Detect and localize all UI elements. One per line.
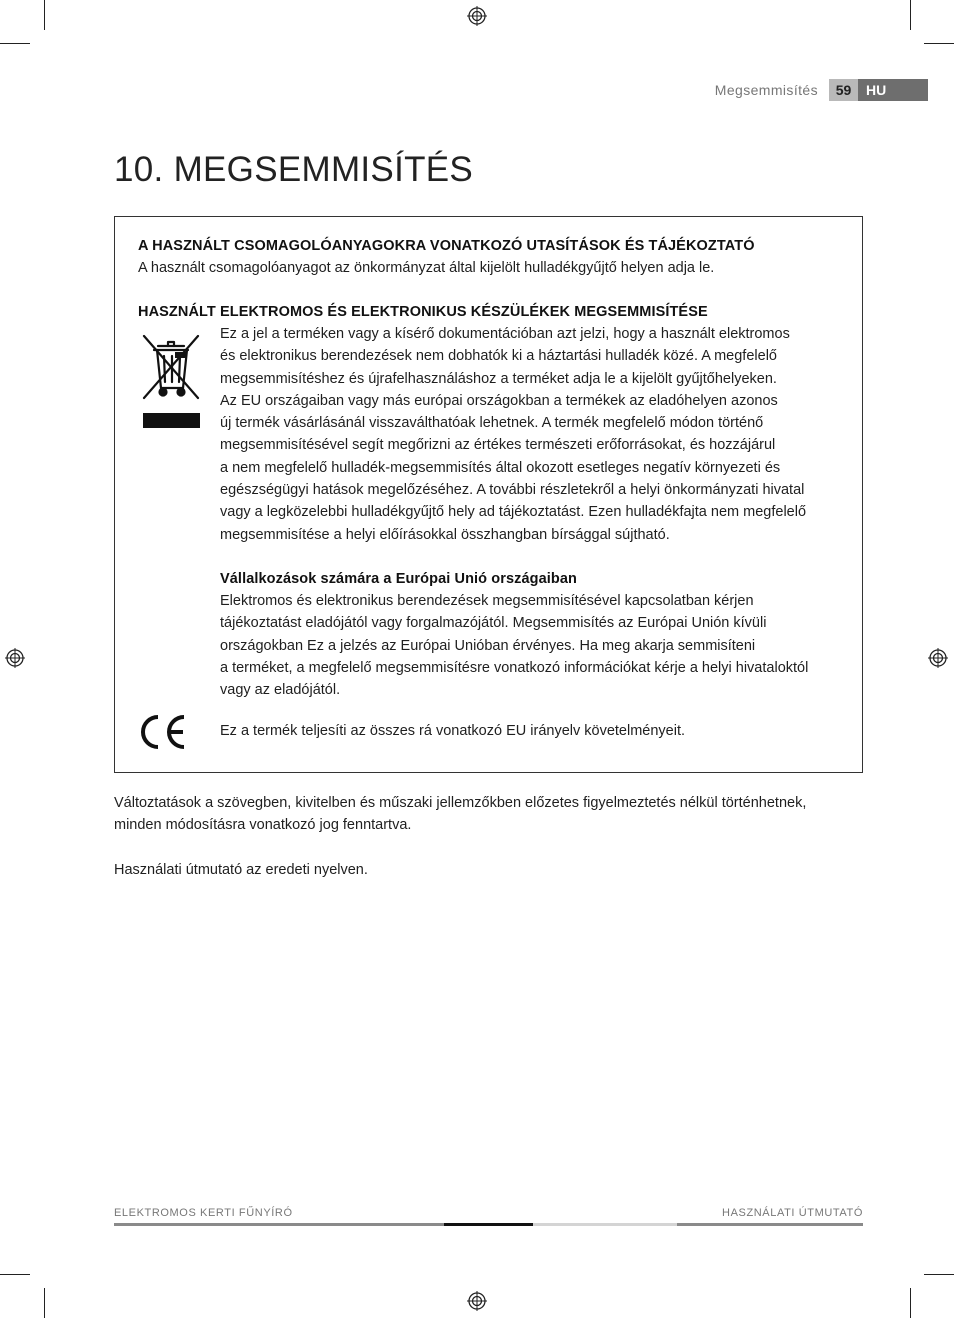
crop-mark: [44, 1288, 45, 1318]
crop-mark: [0, 43, 30, 44]
text-line: megsemmisítése a helyi előírásokkal összhangban bírsággal sújtható.: [220, 526, 670, 543]
footer-product-name: ELEKTROMOS KERTI FŰNYÍRÓ: [114, 1207, 293, 1219]
running-header-section: Megsemmisítés: [714, 82, 818, 98]
ce-text: [220, 720, 685, 742]
registration-mark-icon: [467, 6, 487, 26]
original-language-note: [114, 859, 368, 881]
weee-text: [220, 323, 806, 546]
registration-mark-icon: [928, 648, 948, 668]
text-line: országokban Ez a jelzés az Európai Unióban érvényes. Ha meg akarja semmisíteni: [220, 637, 756, 654]
registration-mark-icon: [5, 648, 25, 668]
footer-rule: [677, 1223, 863, 1226]
footer-rule: [444, 1223, 533, 1226]
footer-rule: [533, 1223, 677, 1226]
text-line: Használati útmutató az eredeti nyelven.: [114, 862, 368, 878]
crop-mark: [924, 43, 954, 44]
bin-symbol-bar: [143, 413, 200, 428]
text-line: minden módosításra vonatkozó jog fenntartva.: [114, 817, 412, 834]
text-line: Ez a termék teljesíti az összes rá vonatkozó EU irányelv követelményeit.: [220, 723, 685, 739]
page-title: 10. MEGSEMMISÍTÉS: [114, 150, 474, 189]
text-line: vagy az eladójától.: [220, 682, 341, 699]
crop-mark: [910, 0, 911, 30]
text-line: a terméket, a megfelelő megsemmisítésre vonatkozó információkat kérje a helyi hivataloktól: [220, 659, 809, 676]
crop-mark: [0, 1274, 30, 1275]
text-line: Változtatások a szövegben, kivitelben és műszaki jellemzőkben előzetes figyelmeztetés nélkül történhetnek,: [114, 795, 807, 811]
text-line: tájékoztatást eladójától vagy forgalmazójától. Megsemmisítés az Európai Unión kívüli: [220, 615, 767, 632]
crop-mark: [910, 1288, 911, 1318]
text-line: és elektronikus berendezések nem dobhatók ki a háztartási hulladék közé. A megfelelő: [220, 348, 777, 365]
crossed-out-wheelie-bin-icon: [138, 330, 204, 402]
text-line: Ez a jel a terméken vagy a kísérő dokumentációban azt jelzi, hogy a használt elektromos: [220, 326, 790, 342]
business-text: [220, 590, 808, 701]
packaging-text: [138, 257, 714, 279]
text-line: A használt csomagolóanyagot az önkormányzat által kijelölt hulladékgyűjtő helyen adja le.: [138, 260, 715, 276]
packaging-heading: A HASZNÁLT CSOMAGOLÓANYAGOKRA VONATKOZÓ UTASÍTÁSOK ÉS TÁJÉKOZTATÓ: [138, 238, 755, 254]
ce-mark-icon: [138, 713, 188, 751]
business-heading: Vállalkozások számára a Európai Unió országaiban: [220, 571, 577, 587]
text-line: új termék vásárlásánál visszaválthatóak lehetnek. A termék megfelelő módon történő: [220, 415, 764, 432]
disclaimer: [114, 792, 806, 837]
weee-heading: HASZNÁLT ELEKTROMOS ÉS ELEKTRONIKUS KÉSZÜLÉKEK MEGSEMMISÍTÉSE: [138, 304, 708, 320]
footer-rule: [114, 1223, 444, 1226]
text-line: megsemmisítéshez és újrafelhasználáshoz a terméket adja le a kijelölt gyűjtőhelyeken.: [220, 370, 777, 387]
registration-mark-icon: [467, 1291, 487, 1311]
page-number: 59: [829, 79, 858, 101]
crop-mark: [924, 1274, 954, 1275]
crop-mark: [44, 0, 45, 30]
text-line: Elektromos és elektronikus berendezések megsemmisítésével kapcsolatban kérjen: [220, 593, 754, 609]
text-line: vagy a legközelebbi hulladékgyűjtő hely ad tájékoztatást. Ezen hulladékfajta nem megfelelő: [220, 504, 807, 521]
text-line: a nem megfelelő hulladék-megsemmisítés által okozott esetleges negatív környezeti és: [220, 459, 781, 476]
footer-document-type: HASZNÁLATI ÚTMUTATÓ: [722, 1207, 863, 1219]
text-line: Az EU országaiban vagy más európai országokban a termékek az eladóhelyen azonos: [220, 392, 778, 409]
text-line: egészségügyi hatások megelőzéséhez. A további részletekről a helyi önkormányzati hivatal: [220, 482, 805, 499]
text-line: megsemmisítésével segít megőrizni az értékes természeti erőforrásokat, és hozzájárul: [220, 437, 776, 454]
language-tab: HU: [858, 79, 928, 101]
